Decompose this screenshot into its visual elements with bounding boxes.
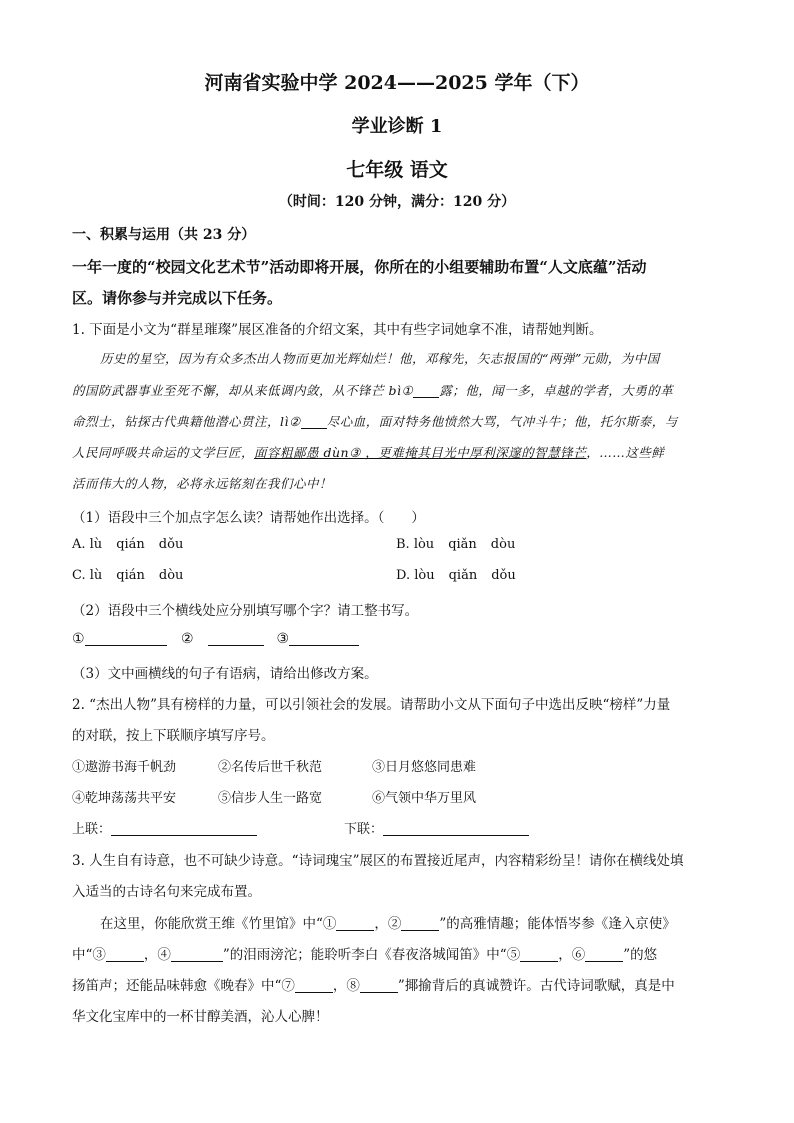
blank-marker-3: ③	[276, 631, 290, 647]
upper-label: 上联：	[72, 822, 112, 837]
q1-sub3: （3）文中画横线的句子有语病，请给出修改方案。	[72, 666, 378, 682]
exam-subtitle: 学业诊断 1	[351, 116, 443, 137]
poem-blank-8[interactable]	[360, 978, 398, 993]
passage-text: 命烈士，钻探古代典籍他潜心贯注，lì②	[72, 414, 301, 429]
couplet-item-5: ⑤信步人生一路宽	[218, 791, 323, 806]
underlined-sentence-part-2: ，更难掩其目光中厚利深邃的智慧锋芒	[365, 445, 587, 460]
poem-blank-7[interactable]	[295, 978, 333, 993]
lower-label: 下联：	[344, 822, 384, 837]
q2-stem-2: 的对联，按上下联顺序填写序号。	[72, 728, 275, 744]
q1-sub2: （2）语段中三个横线处应分别填写哪个字？请工整书写。	[72, 603, 419, 619]
intro-line-1: 一年一度的“校园文化艺术节”活动即将开展，你所在的小组要辅助布置“人文底蕴”活动	[72, 258, 647, 276]
blank-1[interactable]	[413, 383, 439, 398]
q2-stem-1: 2. “杰出人物”具有榜样的力量，可以引领社会的发展。请帮助小文从下面句子中选出反映“榜样”力量	[72, 697, 671, 713]
q3-stem-1: 3. 人生自有诗意，也不可缺少诗意。“诗词瑰宝”展区的布置接近尾声，内容精彩纷呈！请你在横线处填	[72, 853, 684, 869]
passage-text: 露；他，闻一多，卓越的学者，大勇的革	[439, 383, 674, 398]
lower-answer-blank[interactable]	[383, 821, 529, 836]
blank-marker-2: ②	[181, 631, 194, 647]
answer-blank-1[interactable]	[85, 631, 167, 646]
passage-line-5: 活而伟大的人物，必将永远铭刻在我们心中！	[72, 476, 333, 491]
option-d[interactable]: D. lòu qiǎn dǒu	[396, 568, 516, 583]
q3-line-2: 中“③ ，④ ”的泪雨滂沱；能聆听李白《春夜洛城闻笛》中“⑤ ，⑥ ”的悠	[72, 947, 658, 963]
q3-line-4: 华文化宝库中的一杯甘醇美酒，沁人心脾！	[72, 1009, 329, 1025]
option-b[interactable]: B. lòu qiǎn dòu	[396, 537, 516, 552]
passage-text: 人民同呼吸共命运的文学巨匠，	[72, 445, 255, 460]
passage-line-1: 历史的星空，因为有众多杰出人物而更加光辉灿烂！他，邓稼先，矢志报国的“两弹”元勋，为中国	[100, 351, 660, 366]
grade-subject: 七年级 语文	[346, 159, 448, 181]
q3-stem-2: 入适当的古诗名句来完成布置。	[72, 884, 261, 900]
passage-line-4	[72, 443, 722, 461]
passage-text: 尽心血，面对特务他愤然大骂，气冲斗牛；他，托尔斯泰，与	[326, 414, 678, 429]
time-score-info: （时间：120 分钟，满分：120 分）	[278, 194, 516, 210]
underlined-sentence-part-1: 面容粗鄙愚 dùn③	[254, 445, 366, 460]
option-c[interactable]: C. lù qián dòu	[72, 568, 184, 583]
couplet-item-1: ①遨游书海千帆劲	[72, 760, 177, 775]
poem-blank-6[interactable]	[585, 947, 623, 962]
upper-answer-blank[interactable]	[111, 821, 257, 836]
couplet-item-3: ③日月悠悠同患难	[372, 760, 477, 775]
couplet-item-2: ②名传后世千秋范	[218, 760, 323, 775]
upper-couplet-row	[72, 818, 271, 837]
couplet-item-4: ④乾坤荡荡共平安	[72, 791, 177, 806]
q1-stem: 1. 下面是小文为“群星璀璨”展区准备的介绍文案，其中有些字词她拿不准，请帮她判断。	[72, 322, 603, 338]
section-heading: 一、积累与运用（共 23 分）	[72, 227, 256, 243]
passage-line-3	[72, 412, 722, 430]
poem-blank-5[interactable]	[520, 947, 558, 962]
passage-text: ，……这些鲜	[586, 445, 665, 460]
q3-line-1: 在这里，你能欣赏王维《竹里馆》中“① ，② ”的高雅情趣；能体悟岑参《逢入京使》	[100, 916, 676, 932]
poem-blank-4[interactable]	[171, 947, 223, 962]
answer-blanks-row	[72, 631, 722, 647]
poem-blank-1[interactable]	[336, 916, 374, 931]
lower-couplet-row	[344, 818, 543, 837]
q1-sub1: （1）语段中三个加点字怎么读？请帮她作出选择。（ ）	[72, 510, 425, 526]
answer-blank-3[interactable]	[289, 631, 359, 646]
answer-blank-2[interactable]	[208, 631, 264, 646]
poem-blank-3[interactable]	[106, 947, 144, 962]
poem-blank-2[interactable]	[401, 916, 439, 931]
option-a[interactable]: A. lù qián dǒu	[72, 537, 184, 552]
couplet-item-6: ⑥气领中华万里风	[372, 791, 477, 806]
passage-line-2	[72, 381, 722, 399]
passage-text: 的国防武器事业至死不懈，却从来低调内敛，从不锋芒 bì①	[72, 383, 414, 398]
page-title: 河南省实验中学 2024——2025 学年（下）	[204, 72, 590, 94]
blank-2[interactable]	[301, 414, 327, 429]
q3-line-3: 扬笛声；还能品味韩愈《晚春》中“⑦ ，⑧ ”揶揄背后的真诚赞许。古代诗词歌赋，真是中	[72, 978, 675, 994]
blank-marker-1: ①	[72, 631, 85, 647]
intro-line-2: 区。请你参与并完成以下任务。	[72, 289, 283, 307]
